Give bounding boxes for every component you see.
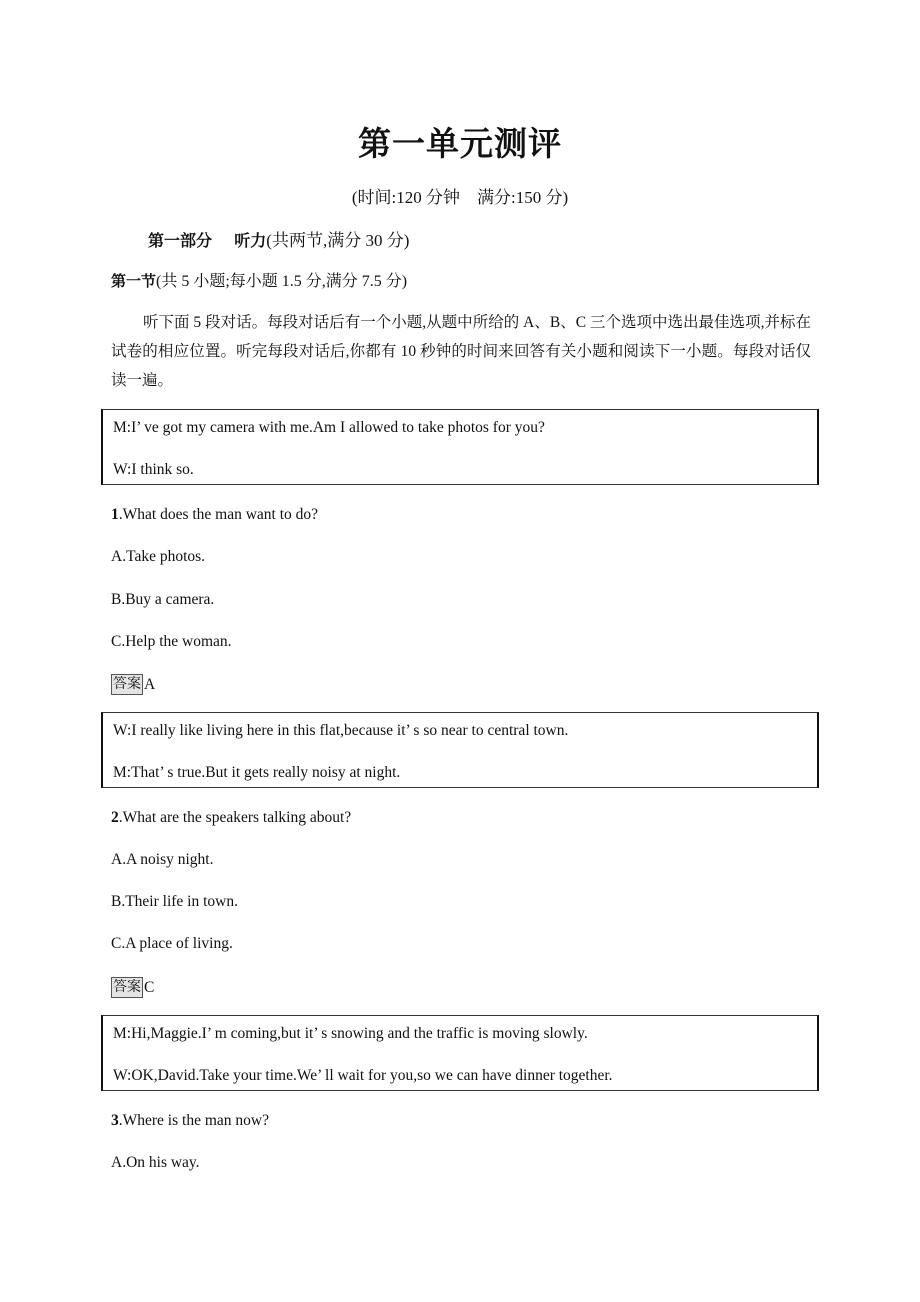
question-number: 1 xyxy=(111,506,119,523)
question-number: 2 xyxy=(111,809,119,826)
dialogue-line: M:Hi,Maggie.I’ m coming,but it’ s snowing and the traffic is moving slowly. xyxy=(113,1025,588,1042)
option-b: B.Their life in town. xyxy=(111,893,238,910)
question-1 xyxy=(111,506,318,524)
question-text: .What does the man want to do? xyxy=(118,506,319,523)
option-a: A.A noisy night. xyxy=(111,851,214,868)
dialogue-line: W:I think so. xyxy=(113,461,194,478)
dialogue-box-1 xyxy=(101,409,819,485)
option-a: A.Take photos. xyxy=(111,548,206,565)
dialogue-box-2 xyxy=(101,712,819,788)
dialogue-line: M:That’ s true.But it gets really noisy at night. xyxy=(113,764,401,781)
question-3 xyxy=(111,1112,269,1130)
section-detail: (共 5 小题;每小题 1.5 分,满分 7.5 分) xyxy=(156,273,408,290)
answer-badge: 答案 xyxy=(111,977,143,998)
option-c: C.A place of living. xyxy=(111,935,233,952)
dialogue-line: W:I really like living here in this flat,because it’ s so near to central town. xyxy=(113,722,569,739)
option-b: B.Buy a camera. xyxy=(111,591,215,608)
section-label: 第一节 xyxy=(111,272,157,290)
part-detail: (共两节,满分 30 分) xyxy=(266,231,410,250)
answer-badge: 答案 xyxy=(111,674,143,695)
answer-row-2 xyxy=(111,977,154,998)
question-number: 3 xyxy=(111,1112,119,1129)
dialogue-line: W:OK,David.Take your time.We’ ll wait for you,so we can have dinner together. xyxy=(113,1067,613,1084)
exam-time-and-score: (时间:120 分钟 满分:150 分) xyxy=(351,188,569,207)
question-text: .What are the speakers talking about? xyxy=(118,809,352,826)
instructions-paragraph: 听下面 5 段对话。每段对话后有一个小题,从题中所给的 A、B、C 三个选项中选出最佳选项,并标在试卷的相应位置。听完每段对话后,你都有 10 秒钟的时间来回答有关小题和阅读下一小题。每段对话仅读一遍。 xyxy=(111,314,811,389)
option-c: C.Help the woman. xyxy=(111,633,232,650)
page-title: 第一单元测评 xyxy=(358,124,562,163)
dialogue-line: M:I’ ve got my camera with me.Am I allowed to take photos for you? xyxy=(113,419,545,436)
part-label: 第一部分 听力 xyxy=(148,231,267,250)
part-heading xyxy=(148,226,409,251)
question-text: .Where is the man now? xyxy=(118,1112,269,1129)
question-2 xyxy=(111,809,351,827)
section-heading xyxy=(111,268,407,291)
option-a: A.On his way. xyxy=(111,1154,200,1171)
answer-row-1 xyxy=(111,674,155,695)
answer-value: A xyxy=(144,675,156,693)
answer-value: C xyxy=(144,978,155,996)
dialogue-box-3 xyxy=(101,1015,819,1091)
